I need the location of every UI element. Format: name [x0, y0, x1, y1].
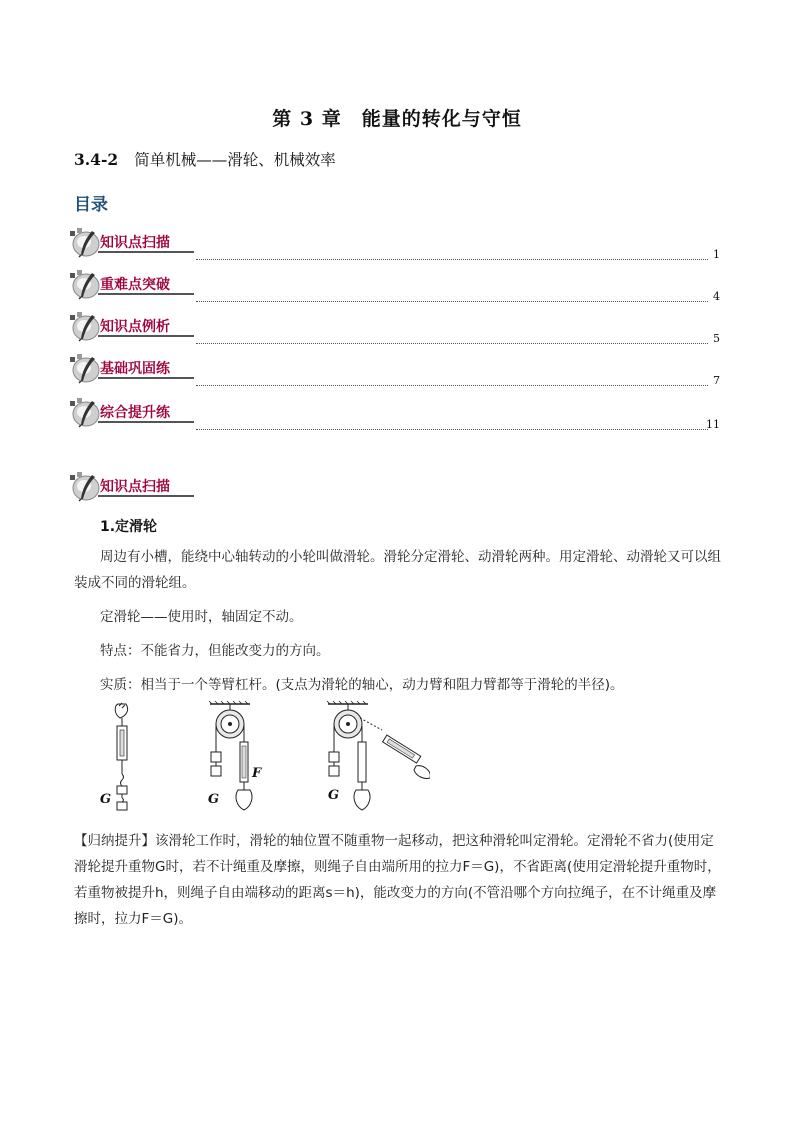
toc-leader — [196, 384, 708, 386]
section-badge-label: 知识点扫描 — [100, 479, 170, 495]
toc-item-label: 基础巩固练 — [100, 361, 170, 377]
pulley-illustration — [100, 700, 430, 812]
squares-icon — [70, 354, 84, 364]
toc-item-difficulty[interactable] — [70, 270, 196, 300]
squares-icon — [70, 228, 84, 238]
spring-scale-diagram — [115, 703, 127, 810]
paragraph-intro: 周边有小槽，能绕中心轴转动的小轮叫做滑轮。滑轮分定滑轮、动滑轮两种。用定滑轮、动滑轮又可以组装成不同的滑轮组。 — [74, 549, 721, 591]
toc-leader — [196, 342, 708, 344]
toc-item-label: 综合提升练 — [100, 405, 170, 421]
toc-title: 目录 — [74, 195, 108, 215]
toc-item-label: 知识点例析 — [100, 319, 170, 335]
paragraph-definition: 定滑轮——使用时，轴固定不动。 — [100, 609, 303, 625]
squares-icon — [70, 270, 84, 280]
squares-icon — [70, 398, 84, 408]
squares-icon — [70, 312, 84, 322]
label-g-3: G — [328, 788, 340, 803]
toc-page-number: 7 — [713, 374, 720, 387]
heading-fixed-pulley: 1.定滑轮 — [100, 519, 158, 535]
section-number: 3.4-2 — [74, 150, 119, 169]
toc-item-comprehensive[interactable] — [70, 398, 196, 428]
label-g-1: G — [100, 792, 112, 807]
fixed-pulley-figure — [100, 700, 430, 812]
toc-item-examples[interactable] — [70, 312, 196, 342]
section-name: 简单机械——滑轮、机械效率 — [134, 151, 336, 169]
fixed-pulley-diagonal-diagram — [327, 701, 430, 810]
toc-item-basic-practice[interactable] — [70, 354, 196, 384]
toc-page-number: 11 — [706, 418, 720, 431]
label-g-2: G — [208, 792, 220, 807]
label-f: F — [252, 766, 262, 781]
toc-page-number: 4 — [713, 290, 720, 303]
toc-item-label: 知识点扫描 — [100, 235, 170, 251]
squares-icon — [70, 472, 84, 482]
toc-page-number: 1 — [713, 248, 720, 261]
toc-leader — [196, 300, 708, 302]
paragraph-essence: 实质：相当于一个等臂杠杆。(支点为滑轮的轴心，动力臂和阻力臂都等于滑轮的半径)。 — [100, 677, 624, 693]
chapter-title: 第 3 章 能量的转化与守恒 — [272, 108, 522, 130]
toc-item-label: 重难点突破 — [100, 277, 170, 293]
paragraph-summary: 【归纳提升】该滑轮工作时，滑轮的轴位置不随重物一起移动，把这种滑轮叫定滑轮。定滑轮不省力(使用定滑轮提升重物G时，若不计绳重及摩擦，则绳子自由端所用的拉力F＝G)，不省距离(使用定滑轮提升重物时，若重物被提升h，则绳子自由端移动的距离s＝h)，能改变力的方向(不管沿哪个方向拉绳子，在不计绳重及摩擦时，拉力F＝G)。 — [74, 833, 721, 927]
section-badge-knowledge-scan — [70, 472, 196, 502]
paragraph-feature: 特点：不能省力，但能改变力的方向。 — [100, 643, 330, 659]
section-title — [74, 148, 336, 170]
toc-page-number: 5 — [713, 332, 720, 345]
toc-leader — [196, 428, 708, 430]
toc-item-knowledge-scan[interactable] — [70, 228, 196, 258]
toc-leader — [196, 258, 708, 260]
